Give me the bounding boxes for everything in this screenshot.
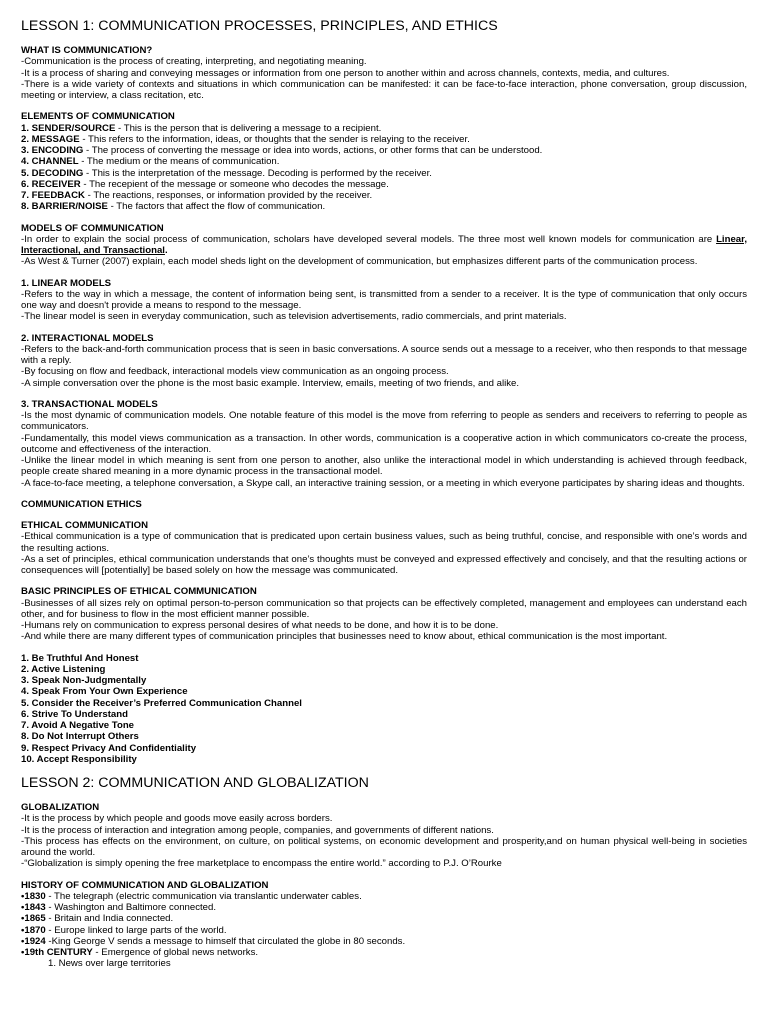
models-underlined-text: Linear, Interactional, and Transactional: [21, 233, 747, 256]
basic-line: -And while there are many different types of communication principles that businesses need to know about, ethical communication is the most important.: [21, 631, 668, 643]
history-term: •19th CENTURY: [21, 947, 93, 958]
lesson-2-title: LESSON 2: COMMUNICATION AND GLOBALIZATION: [21, 775, 369, 791]
element-item: [21, 168, 747, 179]
history-item: [21, 936, 747, 947]
models-line-text: -In order to explain the social process of communication, scholars have developed several models. The three most well known models for communication are: [21, 233, 717, 245]
element-desc: - This is the person that is delivering a message to a recipient.: [115, 122, 382, 134]
element-item: [21, 156, 747, 167]
globalization-line: -It is the process of interaction and integration among people, companies, and governments of different nations.: [21, 824, 494, 836]
element-desc: - This refers to the information, ideas, or thoughts that the sender is relaying to the receiver.: [79, 133, 470, 145]
linear-models-heading: 1. LINEAR MODELS: [21, 277, 112, 289]
basic-line: -Humans rely on communication to express personal desires of what needs to be done, and how it is to be done.: [21, 620, 499, 631]
what-line: -It is a process of sharing and conveying messages or information from one person to another within and across channels, contexts, media, and cultures.: [21, 67, 670, 79]
element-term: 7. FEEDBACK: [21, 190, 85, 201]
element-item: [21, 134, 747, 145]
ethical-communication-heading: ETHICAL COMMUNICATION: [21, 520, 149, 531]
element-desc: - The medium or the means of communication.: [78, 156, 280, 168]
element-item: [21, 201, 747, 212]
history-item: [21, 947, 747, 958]
element-desc: - The recepient of the message or someone who decodes the message.: [80, 178, 389, 190]
element-term: 4. CHANNEL: [21, 156, 79, 168]
transactional-line: -Unlike the linear model in which meaning is sent from one person to another, also unlike the interactional model in which understanding is achieved through feedback, people create shared meaning in a more dynamic process in the transactional model.: [21, 455, 747, 478]
lesson-1-title: LESSON 1: COMMUNICATION PROCESSES, PRINCIPLES, AND ETHICS: [21, 18, 498, 34]
element-term: 3. ENCODING: [21, 145, 84, 156]
element-item: [21, 123, 747, 134]
models-heading: MODELS OF COMMUNICATION: [21, 222, 164, 234]
history-item: [21, 902, 747, 913]
transactional-models-heading: 3. TRANSACTIONAL MODELS: [21, 398, 158, 410]
principle-item: 3. Speak Non-Judgmentally: [21, 675, 147, 686]
history-sub-item: 1. News over large territories: [48, 958, 171, 970]
history-term: •1865: [21, 913, 46, 925]
interactional-models-heading: 2. INTERACTIONAL MODELS: [21, 332, 154, 344]
history-item: [21, 913, 747, 924]
element-term: 2. MESSAGE: [21, 133, 80, 145]
globalization-heading: GLOBALIZATION: [21, 802, 100, 813]
element-term: 1. SENDER/SOURCE: [21, 122, 116, 134]
models-line-period: .: [164, 245, 168, 256]
principle-item: 4. Speak From Your Own Experience: [21, 686, 188, 698]
element-item: [21, 190, 747, 201]
basic-line: -Businesses of all sizes rely on optimal person-to-person communication so that projects can be effectively completed, management and employees can understand each other, and for business to flow in the most efficient manner possible.: [21, 597, 747, 620]
ethical-line: -As a set of principles, ethical communication understands that one’s thoughts must be conveyed and expressed effectively and concisely, and that the resulting actions or consequences will [potentially] be based solely on how the message was communicated.: [21, 553, 747, 576]
principle-item: 2. Active Listening: [21, 663, 106, 675]
history-heading: HISTORY OF COMMUNICATION AND GLOBALIZATION: [21, 879, 269, 891]
interactional-line: -A simple conversation over the phone is the most basic example. Interview, emails, meeting of two friends, and alike.: [21, 377, 520, 389]
element-term: 8. BARRIER/NOISE: [21, 201, 108, 213]
element-item: [21, 145, 747, 156]
principle-item: 7. Avoid A Negative Tone: [21, 720, 135, 731]
principle-item: 9. Respect Privacy And Confidentiality: [21, 742, 197, 754]
linear-line: -The linear model is seen in everyday communication, such as television advertisements, radio commercials, and print materials.: [21, 311, 567, 323]
history-desc: -King George V sends a message to himself that circulated the globe in 80 seconds.: [45, 935, 406, 947]
history-term: •1830: [21, 890, 46, 902]
history-item: [21, 891, 747, 902]
history-desc: - Emergence of global news networks.: [92, 947, 259, 958]
history-term: •1870: [21, 924, 46, 936]
what-line: -There is a wide variety of contexts and situations in which communication can be manifested: it can be face-to-face interaction, phone conversation, group discussion, meeting or interview, a class recitation, etc.: [21, 78, 747, 101]
interactional-line: -Refers to the back-and-forth communication process that is seen in basic conversations. A source sends out a message to a receiver, who then responds to that message with a reply.: [21, 343, 747, 366]
ethical-line: -Ethical communication is a type of communication that is predicated upon certain business values, such as being truthful, concise, and responsible with one’s words and the resulting actions.: [21, 531, 747, 554]
models-line: [21, 234, 747, 257]
elements-heading: ELEMENTS OF COMMUNICATION: [21, 111, 175, 123]
element-term: 6. RECEIVER: [21, 178, 81, 190]
transactional-line: -A face-to-face meeting, a telephone conversation, a Skype call, an interactive training session, or a meeting in which everyone participates by sharing ideas and thoughts.: [21, 477, 745, 489]
globalization-line: -“Globalization is simply opening the free marketplace to encompass the entire world.” according to P.J. O’Rourke: [21, 858, 502, 870]
globalization-line: -This process has effects on the environment, on culture, on political systems, on economic development and prosperity,and on human physical well-being in societies around the world.: [21, 835, 747, 858]
globalization-line: -It is the process by which people and goods move easily across borders.: [21, 813, 333, 825]
models-line: -As West & Turner (2007) explain, each model sheds light on the development of communication, but emphasizes different parts of the communication process.: [21, 256, 698, 268]
what-is-communication-heading: WHAT IS COMMUNICATION?: [21, 45, 153, 56]
history-desc: - Britain and India connected.: [45, 913, 174, 925]
history-desc: - Europe linked to large parts of the world.: [45, 924, 227, 936]
element-item: [21, 179, 747, 190]
principle-item: 5. Consider the Receiver’s Preferred Communication Channel: [21, 697, 302, 709]
transactional-line: -Is the most dynamic of communication models. One notable feature of this model is the move from referring to people as senders and receivers to referring to people as communicators.: [21, 410, 747, 433]
principle-item: 8. Do Not Interrupt Others: [21, 731, 139, 743]
principle-item: 10. Accept Responsibility: [21, 753, 137, 765]
basic-principles-heading: BASIC PRINCIPLES OF ETHICAL COMMUNICATION: [21, 586, 257, 598]
interactional-line: -By focusing on flow and feedback, interactional models view communication as an ongoing process.: [21, 366, 449, 378]
transactional-line: -Fundamentally, this model views communication as a transaction. In other words, communication is a cooperative action in which communicators co-create the process, outcome and effectiveness of the interaction.: [21, 432, 747, 455]
element-term: 5. DECODING: [21, 167, 84, 179]
what-line: -Communication is the process of creating, interpreting, and negotiating meaning.: [21, 56, 367, 68]
linear-line: -Refers to the way in which a message, the content of information being sent, is transmitted from a sender to a receiver. It is the type of communication that only occurs one way and doesn't provide a means to respond to the message.: [21, 288, 747, 311]
element-desc: - The process of converting the message or idea into words, actions, or other forms that can be understood.: [83, 145, 543, 156]
history-term: •1843: [21, 902, 46, 913]
communication-ethics-heading: COMMUNICATION ETHICS: [21, 498, 142, 510]
history-desc: - Washington and Baltimore connected.: [45, 902, 216, 913]
history-desc: - The telegraph (electric communication via translantic underwater cables.: [45, 890, 362, 902]
element-desc: - The factors that affect the flow of communication.: [107, 201, 326, 213]
history-item: [21, 925, 747, 936]
element-desc: - This is the interpretation of the message. Decoding is performed by the receiver.: [83, 167, 432, 179]
history-term: •1924: [21, 935, 46, 947]
principle-item: 1. Be Truthful And Honest: [21, 652, 139, 664]
principle-item: 6. Strive To Understand: [21, 708, 128, 720]
element-desc: - The reactions, responses, or information provided by the receiver.: [84, 190, 373, 201]
